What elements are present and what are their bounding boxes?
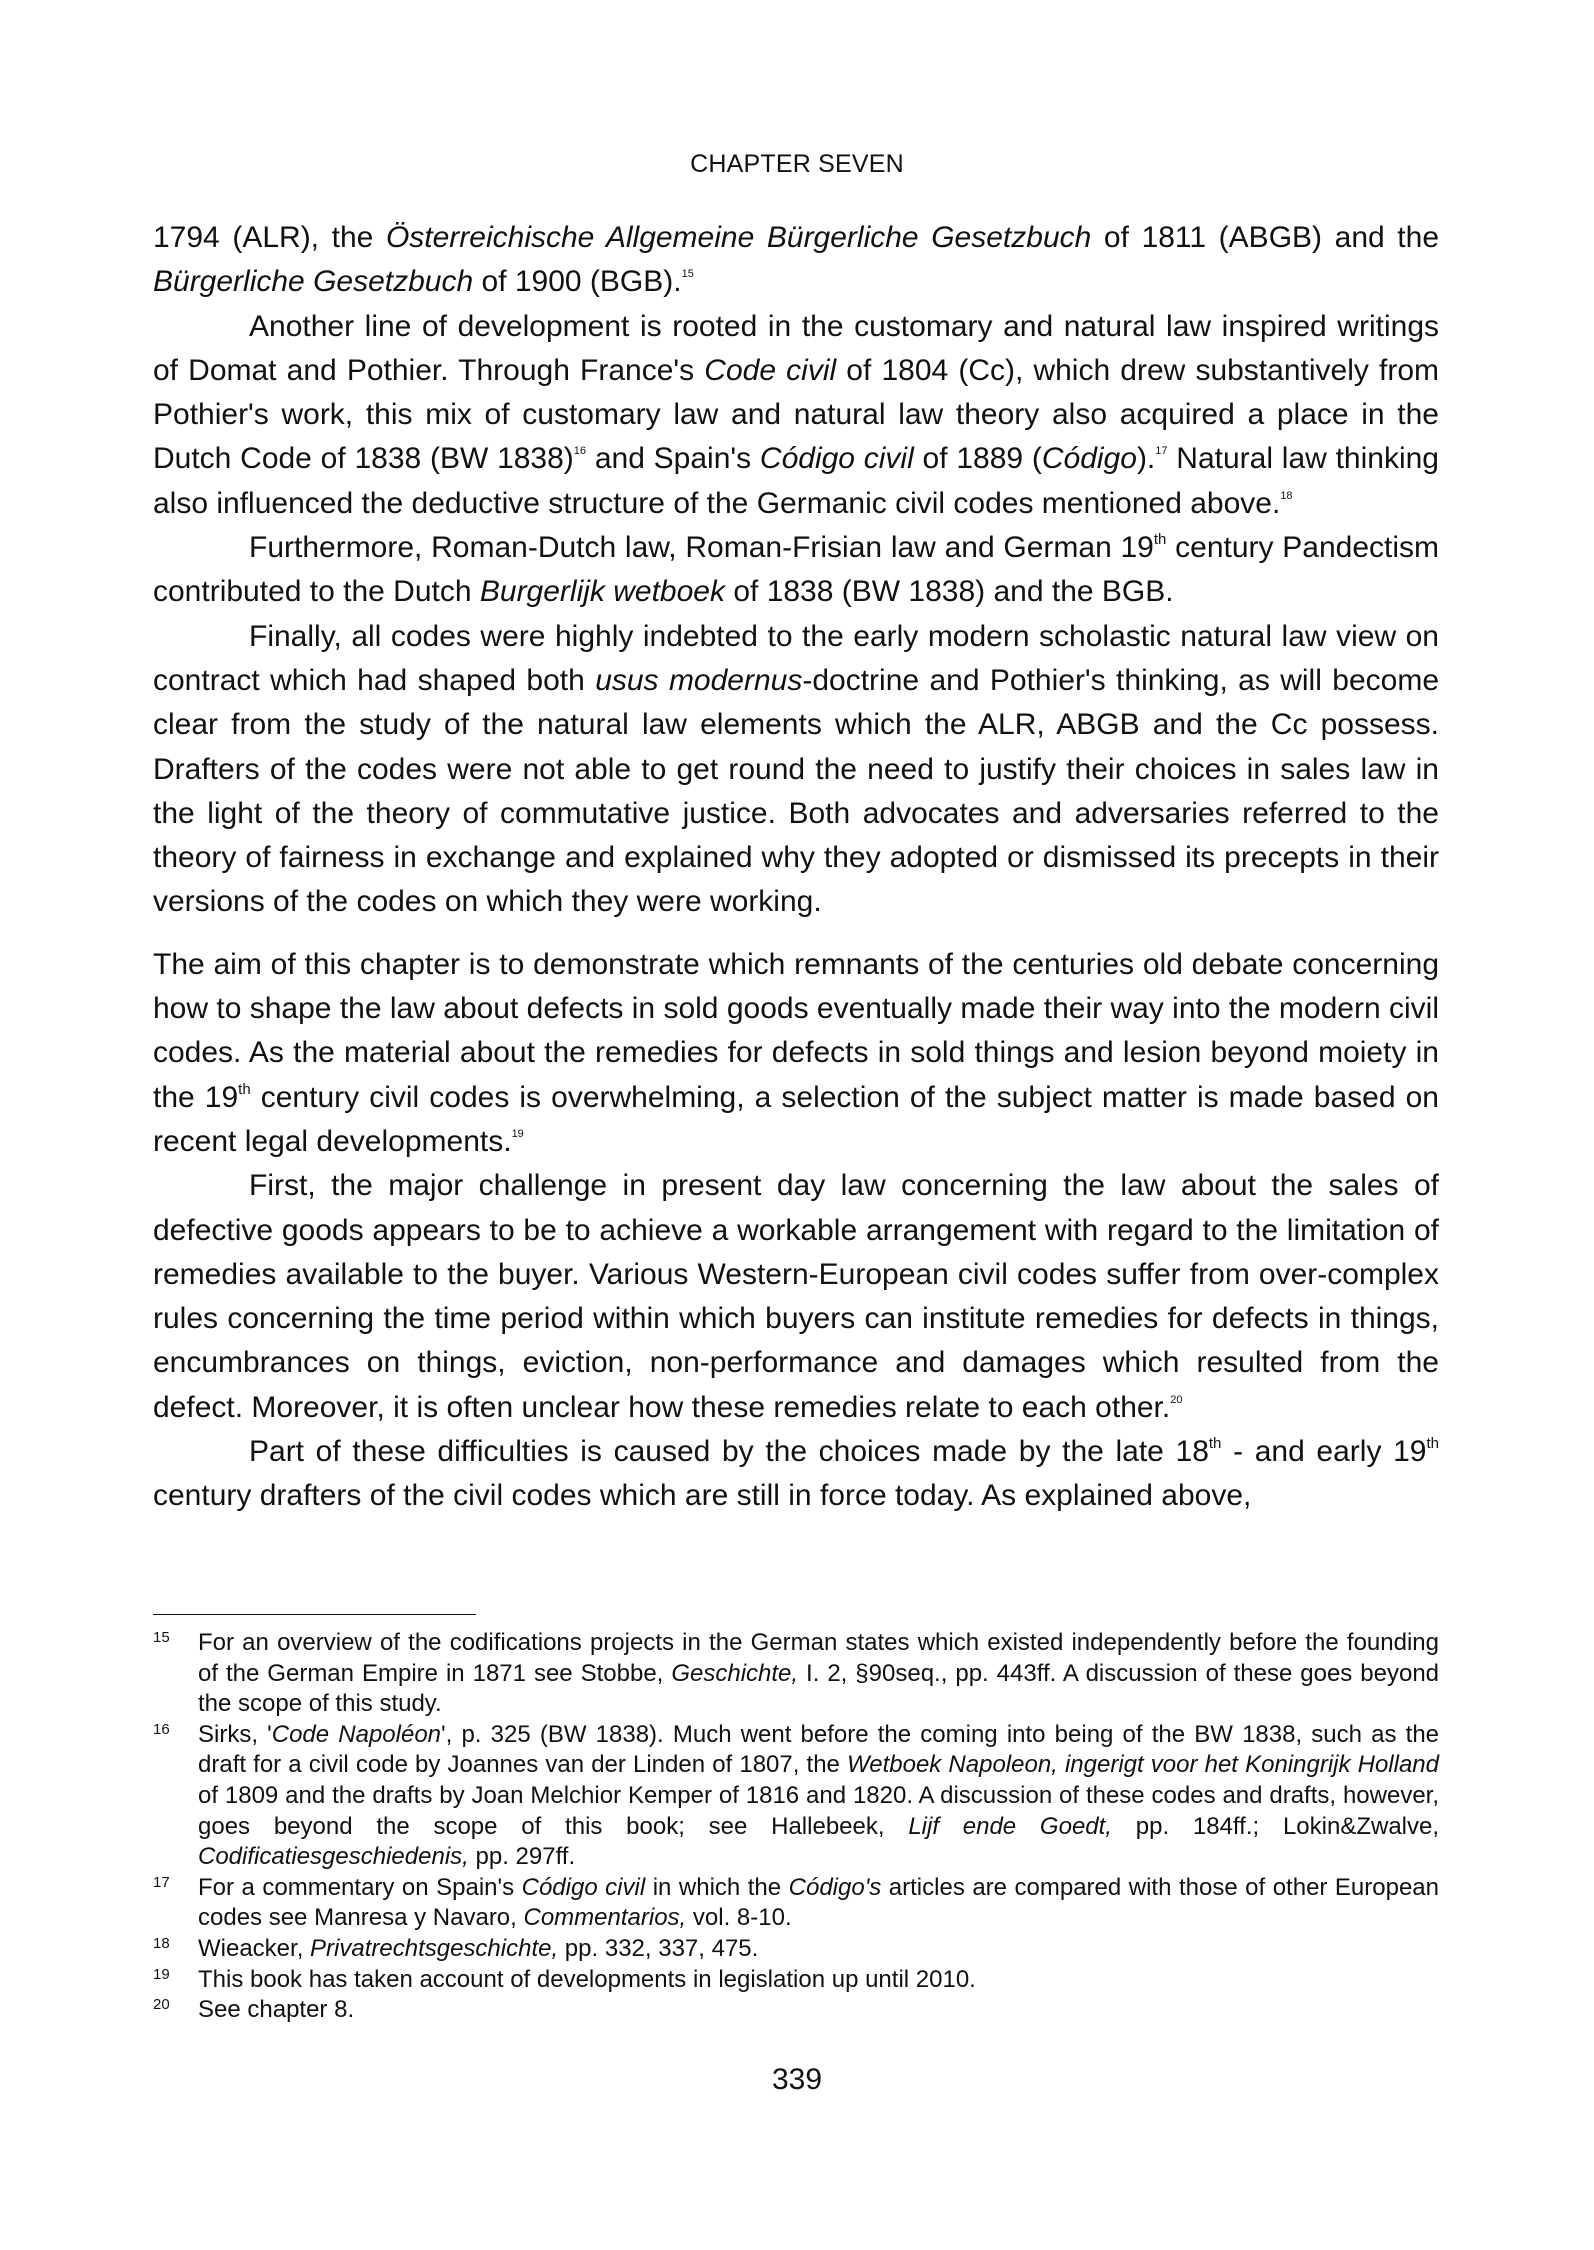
footnote-18: 18 Wieacker, Privatrechtsgeschichte, pp. 332, 337, 475. xyxy=(153,1934,1439,1965)
footnote-number: 20 xyxy=(153,1996,170,2014)
footnote-number: 16 xyxy=(153,1720,170,1738)
footnote-number: 15 xyxy=(153,1629,170,1646)
paragraph-3: Furthermore, Roman-Dutch law, Roman-Frisian law and German 19th century Pandectism contributed to the Dutch Burgerlijk wetboek of 1838 (BW 1838) and the BGB. xyxy=(153,531,1439,609)
footnote-separator xyxy=(153,1614,476,1615)
main-text xyxy=(153,216,1439,1519)
paragraph-2: Another line of development is rooted in the customary and natural law inspired writings of Domat and Pothier. Through France's Code civil of 1804 (Cc), which drew substantively from Pothier's work, this mix of customary law and natural law theory also acquired a place in the Dutch Code of 1838 (BW 1838)$^{16}$ and Spain's Código civil of 1889 (Código).$^{17}$ Natural law thinking also influenced the deductive structure of the Germanic civil codes mentioned above.$^{18}$ xyxy=(153,309,1440,520)
footnote-number: 18 xyxy=(153,1934,170,1952)
running-header: CHAPTER SEVEN xyxy=(690,150,904,178)
paragraph-7: Part of these difficulties is caused by the choices made by the late 18th - and early 19th century drafters of the civil codes which are still in force today. As explained above, xyxy=(153,1435,1440,1513)
paragraph-4: Finally, all codes were highly indebted to the early modern scholastic natural law view on contract which had shaped both usus modernus-doctrine and Pothier's thinking, as will become clear from the study of the natural law elements which the ALR, ABGB and the Cc possess. Drafters of the codes were not able to get round the need to justify their choices in sales law in the light of the theory of commutative justice. Both advocates and adversaries referred to the theory of fairness in exchange and explained why they adopted or dismissed its precepts in their versions of the codes on which they were working. xyxy=(153,619,1439,919)
footnote-19: 19 This book has taken account of developments in legislation up until 2010. xyxy=(153,1965,1439,1996)
footnote-15: 15 For an overview of the codifications projects in the German states which existed independently before the founding of the German Empire in 1871 see Stobbe, Geschichte, I. 2, §90seq., pp. 443ff. A discussion of these goes beyond the scope of this study. xyxy=(153,1628,1439,1720)
footnote-number: 19 xyxy=(153,1965,170,1983)
footnote-16: 16 Sirks, 'Code Napoléon', p. 325 (BW 1838). Much went before the coming into being of the BW 1838, such as the draft for a civil code by Joannes van der Linden of 1807, the Wetboek Napoleon, ingerigt voor het Koningrijk Holland of 1809 and the drafts by Joan Melchior Kemper of 1816 and 1820. A discussion of these codes and drafts, however, goes beyond the scope of this book; see Hallebeek, Lijf ende Goedt, pp. 184ff.; Lokin&Zwalve, Codificatiesgeschiedenis, pp. 297ff. xyxy=(153,1720,1439,1873)
footnote-ref-20[interactable]: 20 xyxy=(1170,1393,1183,1406)
footnote-20: 20 See chapter 8. xyxy=(153,1995,1439,2026)
footnote-ref-18[interactable]: 18 xyxy=(1280,489,1293,502)
footnote-ref-17[interactable]: 17 xyxy=(1155,445,1168,458)
footnotes xyxy=(153,1628,1439,2026)
paragraph-1: 1794 (ALR), the Österreichische Allgemeine Bürgerliche Gesetzbuch of 1811 (ABGB) and the Bürgerliche Gesetzbuch of 1900 (BGB).$^{15}$ xyxy=(153,221,1440,299)
paragraph-6: First, the major challenge in present day law concerning the law about the sales of defective goods appears to be to achieve a workable arrangement with regard to the limitation of remedies available to the buyer. Various Western-European civil codes suffer from over-complex rules concerning the time period within which buyers can institute remedies for defects in things, encumbrances on things, eviction, non-performance and damages which resulted from the defect. Moreover, it is often unclear how these remedies relate to each other.$^{20}$ xyxy=(153,1169,1439,1424)
footnote-ref-15[interactable]: 15 xyxy=(681,268,694,281)
footnote-ref-19[interactable]: 19 xyxy=(511,1127,524,1140)
footnote-number: 17 xyxy=(153,1873,170,1891)
footnote-ref-16[interactable]: 16 xyxy=(573,445,587,458)
page-number: 339 xyxy=(771,2063,823,2096)
paragraph-5: The aim of this chapter is to demonstrate which remnants of the centuries old debate concerning how to shape the law about defects in sold goods eventually made their way into the modern civil codes. As the material about the remedies for defects in sold things and lesion beyond moiety in the 19th century civil codes is overwhelming, a selection of the subject matter is made based on recent legal developments.$^{19}$ xyxy=(153,947,1439,1158)
footnote-17: 17 For a commentary on Spain's Código civil in which the Código's articles are compared with those of other European codes see Manresa y Navaro, Commentarios, vol. 8-10. xyxy=(153,1873,1439,1934)
